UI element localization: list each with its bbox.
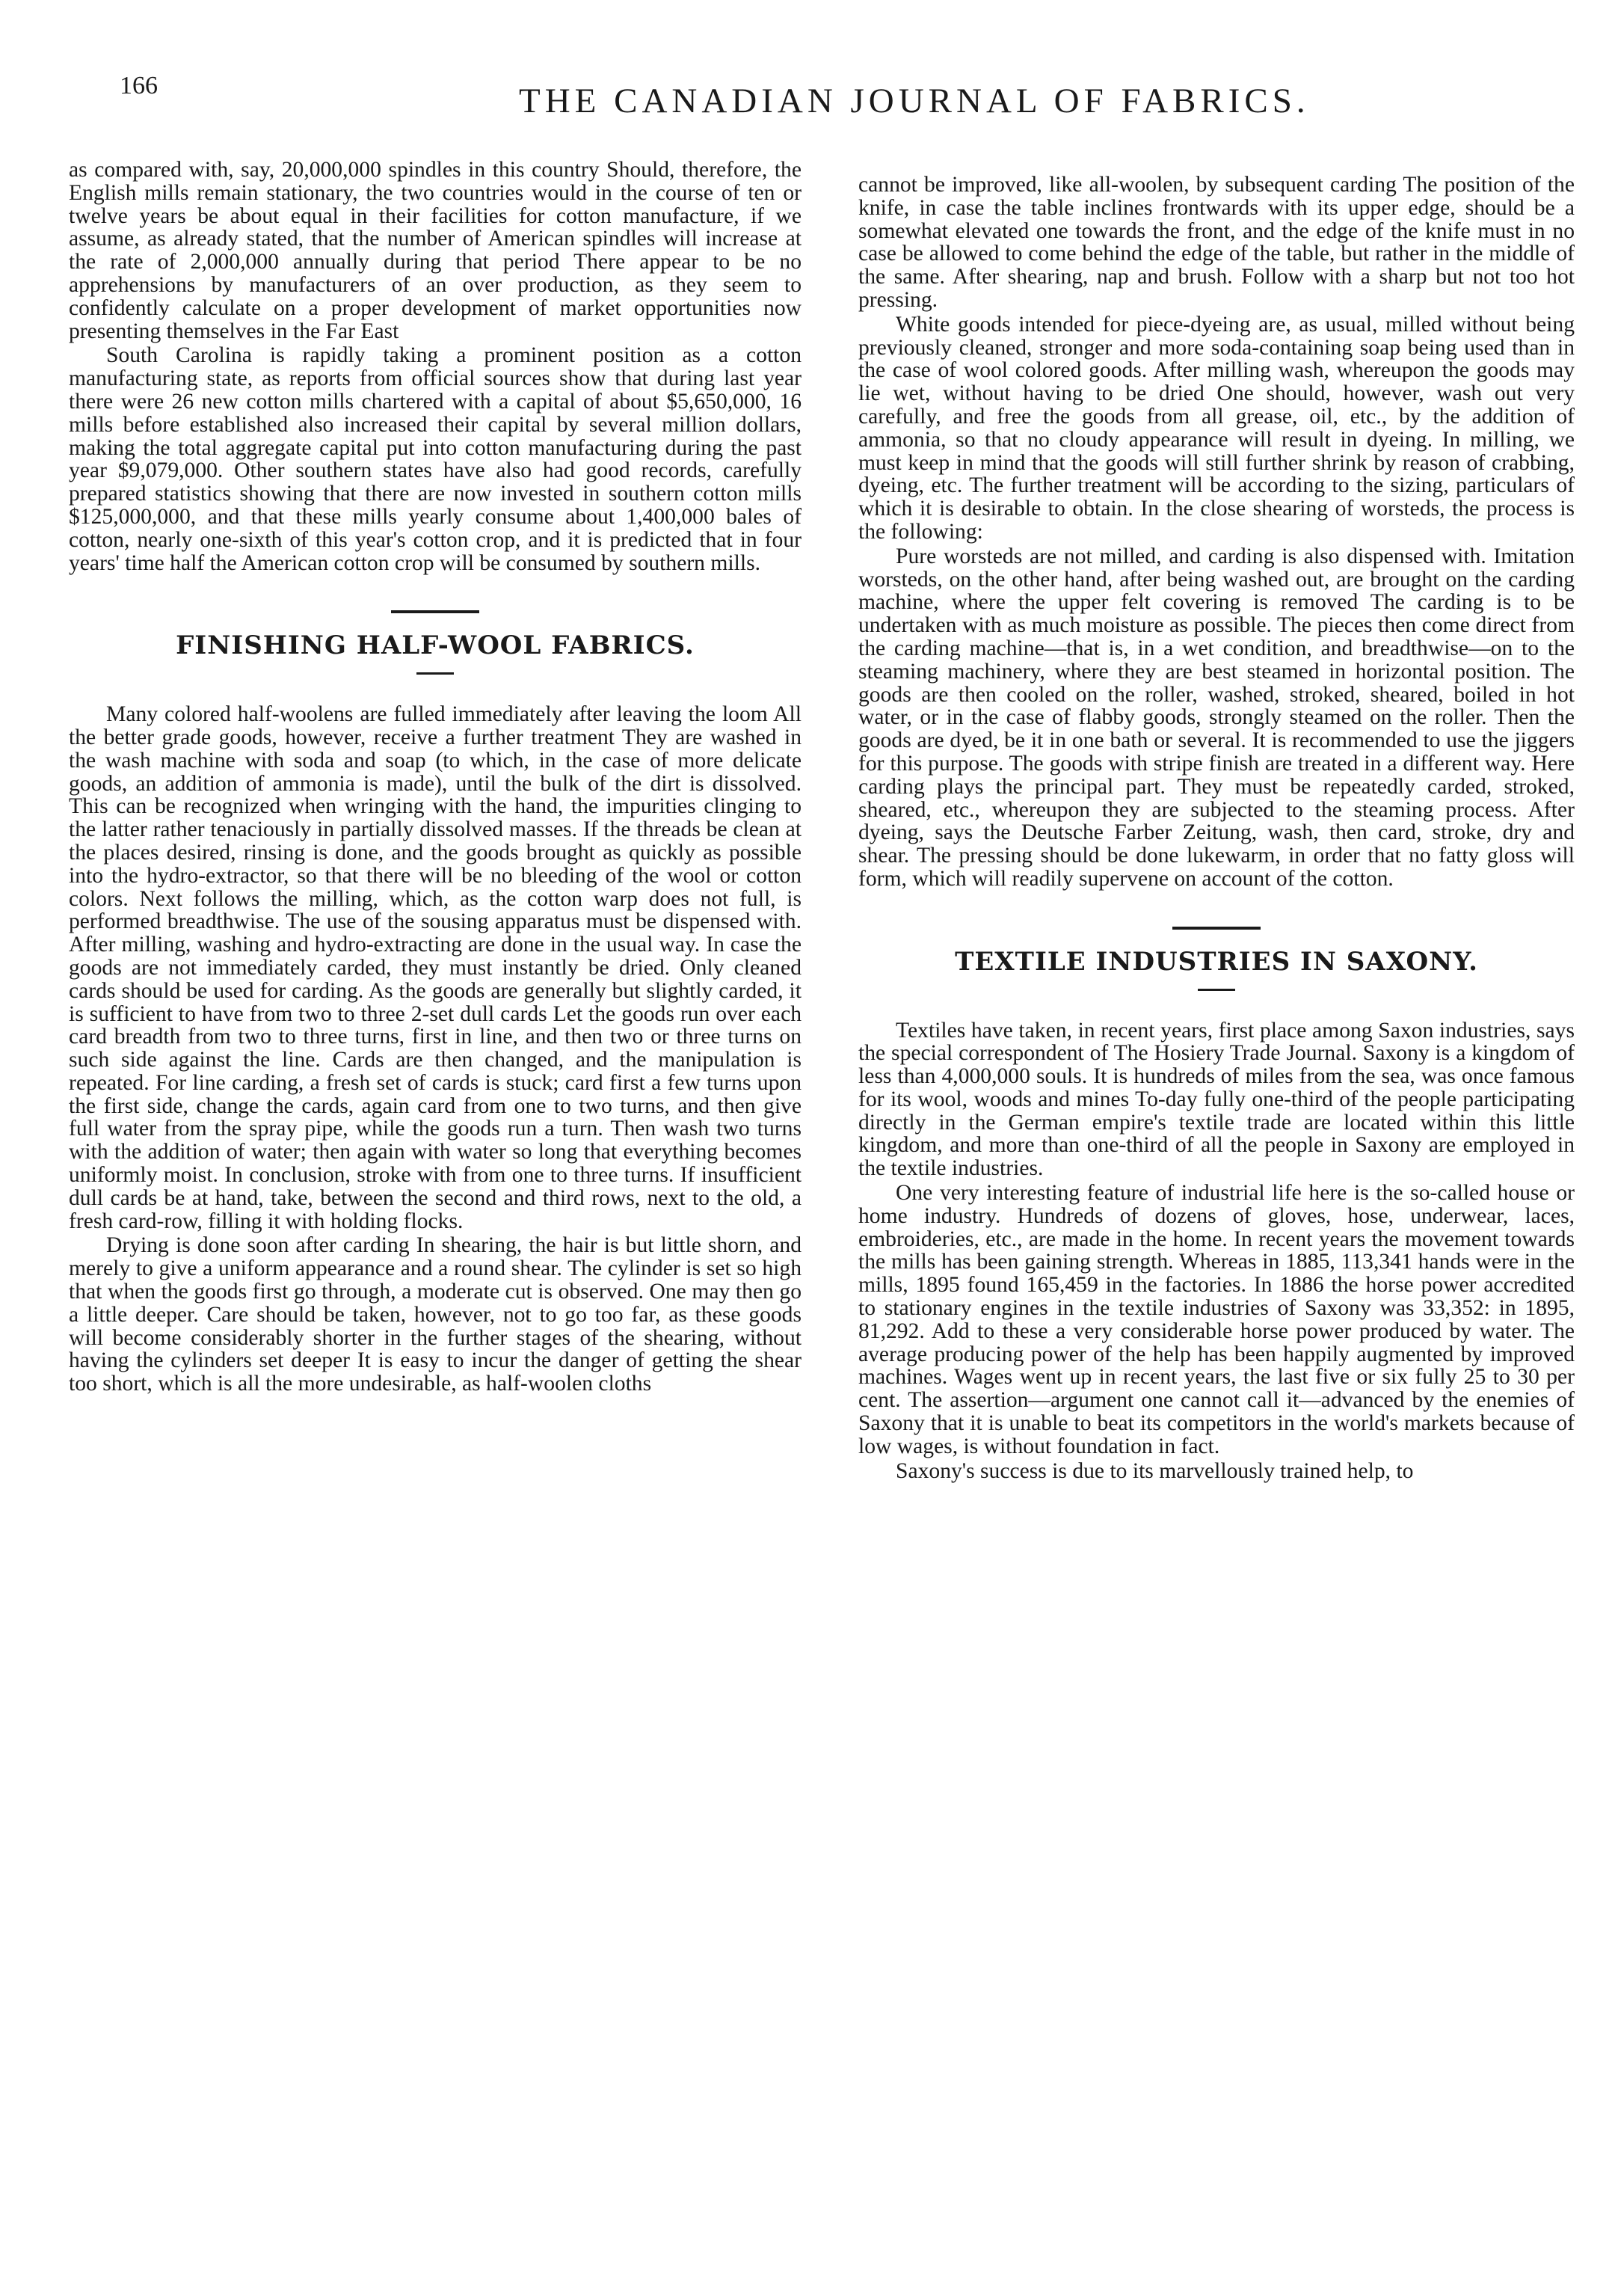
section-heading-block xyxy=(69,610,802,675)
paragraph: One very interesting feature of industrial life here is the so-called house or home industry. Hundreds of dozens of gloves, hose, underwear, laces, embroideries, etc., are made in the home. In recent years the movement towards the mills has been gaining strength. Whereas in 1885, 113,341 hands were in the mills, 1895 found 165,459 in the factories. In 1886 the horse power accredited to stationary engines in the textile industries of Saxony was 33,352: in 1895, 81,292. Add to these a very considerable horse power produced by water. The average producing power of the help has been happily augmented by improved machines. Wages went up in recent years, the last five or six fully 25 to 30 per cent. The assertion—argument one cannot call it—advanced by the enemies of Saxony that it is unable to beat its competitors in the world's markets because of low wages, is without foundation in fact. xyxy=(858,1181,1575,1458)
paragraph: Drying is done soon after carding In shearing, the hair is but little shorn, and merely to give a uniform appearance and a round shear. The cylinder is set so high that when the goods first go through, a moderate cut is observed. One may then go a little deeper. Care should be taken, however, not to go too far, as these goods will become considerably shorter in the further stages of the shearing, without having the cylinders set deeper It is easy to incur the danger of getting the shear too short, which is all the more undesirable, as half-woolen cloths xyxy=(69,1233,802,1396)
running-head: THE CANADIAN JOURNAL OF FABRICS. xyxy=(519,82,1310,120)
section-rule xyxy=(1198,989,1235,991)
left-column xyxy=(69,159,802,1396)
paragraph: Many colored half-woolens are fulled immediately after leaving the loom All the better grade goods, however, receive a further treatment They are washed in the wash machine with soda and soap (to which, in the case of more delicate goods, an addition of ammonia is made), until the bulk of the dirt is dissolved. This can be recognized when wringing with the hand, the impurities clinging to the latter rather tenaciously in partially dissolved masses. If the threads be clean at the places desired, rinsing is done, and the goods brought as quickly as possible into the hydro-extractor, so that there will be no bleeding of the wool or cotton colors. Next follows the milling, which, as the cotton warp does not full, is performed breadthwise. The use of the sousing apparatus must be dispensed with. After milling, washing and hydro-extracting are done in the usual way. In case the goods are not immediately carded, they must instantly be dried. Only cleaned cards should be used for carding. As the goods are generally but slightly carded, it is sufficient to have from two to three 2-set dull cards Let the goods run over each card breadth from two to three turns, first in line, and then two or three turns on such side against the line. Cards are then changed, and the manipulation is repeated. For line carding, a fresh set of cards is stuck; card first a few turns upon the first side, change the cards, again card from one to two turns, and then give full water from the spray pipe, while the goods run a turn. Then wash two turns with the addition of water; then again with water so long that everything becomes uniformly moist. In conclusion, stroke with from one to three turns. If insufficient dull cards be at hand, take, between the second and third rows, next to the old, a fresh card-row, filling it with holding flocks. xyxy=(69,702,802,1233)
paragraph: cannot be improved, like all-woolen, by subsequent carding The position of the knife, in case the table inclines frontwards with its upper edge, should be a somewhat elevated one towards the front, and the edge of the knife must in no case be allowed to come behind the edge of the table, but rather in the middle of the same. After shearing, nap and brush. Follow with a sharp but not too hot pressing. xyxy=(858,173,1575,312)
page-number: 166 xyxy=(120,72,158,99)
section-heading-block xyxy=(858,927,1575,991)
section-heading-finishing-half-wool: FINISHING HALF-WOOL FABRICS. xyxy=(176,630,695,661)
paragraph: as compared with, say, 20,000,000 spindles in this country Should, therefore, the English mills remain stationary, the two countries would in the course of ten or twelve years be about equal in their facilities for cotton manufacture, if we assume, as already stated, that the number of American spindles will increase at the rate of 2,000,000 annually during that period There appear to be no apprehensions by manufacturers of an over production, as they seem to confidently calculate on a proper development of market opportunities now presenting themselves in the Far East xyxy=(69,158,802,343)
paragraph: South Carolina is rapidly taking a prominent position as a cotton manufacturing state, as reports from official sources show that during last year there were 26 new cotton mills chartered with a capital of about $5,650,000, 16 mills before established also increased their capital by several million dollars, making the total aggregate capital put into cotton manufacturing during the past year $9,079,000. Other southern states have also had good records, carefully prepared statistics showing that there are now invested in southern cotton mills $125,000,000, and that these mills yearly consume about 1,400,000 bales of cotton, nearly one-sixth of this year's cotton crop, and it is predicted that in four years' time half the American cotton crop will be consumed by southern mills. xyxy=(69,343,802,575)
section-rule xyxy=(1172,927,1261,930)
section-rule xyxy=(391,610,479,613)
right-column xyxy=(858,174,1575,1482)
section-rule xyxy=(416,672,454,675)
paragraph: Saxony's success is due to its marvellously trained help, to xyxy=(896,1458,1414,1483)
paragraph: Textiles have taken, in recent years, first place among Saxon industries, says the special correspondent of The Hosiery Trade Journal. Saxony is a kingdom of less than 4,000,000 souls. It is hundreds of miles from the sea, was once famous for its wool, woods and mines To-day fully one-third of the people participating directly in the German empire's textile trade are located within this little kingdom, and more than one-third of all the people in Saxony are employed in the textile industries. xyxy=(858,1018,1575,1181)
paragraph: Pure worsteds are not milled, and carding is also dispensed with. Imitation worsteds, on the other hand, after being washed out, are brought on the carding machine, where the upper felt covering is removed The carding is to be undertaken with as much moisture as possible. The pieces then come direct from the carding machine—that is, in a wet condition, and breadthwise—on to the steaming machinery, where they are best steamed in horizontal position. The goods are then cooled on the roller, washed, stroked, sheared, boiled in hot water, or in the case of flabby goods, strongly steamed on the roller. Then the goods are dyed, be it in one bath or several. It is recommended to use the jiggers for this purpose. The goods with stripe finish are treated in a different way. Here carding plays the principal part. They must be repeatedly carded, stroked, sheared, etc., whereupon they are subjected to the steaming process. After dyeing, says the Deutsche Farber Zeitung, wash, then card, stroke, dry and shear. The pressing should be done lukewarm, in order that no fatty gloss will form, which will readily supervene on account of the cotton. xyxy=(858,544,1575,891)
paragraph: White goods intended for piece-dyeing are, as usual, milled without being previously cleaned, stronger and more soda-containing soap being used than in the case of wool colored goods. After milling wash, whereupon the goods may lie wet, without having to be dried One should, however, wash out very carefully, and free the goods from all grease, oil, etc., by the addition of ammonia, so that no cloudy appearance will result in dyeing. In milling, we must keep in mind that the goods will still further shrink by reason of crabbing, dyeing, etc. The further treatment will be according to the sizing, particulars of which it is desirable to obtain. In the close shearing of worsteds, the process is the following: xyxy=(858,312,1575,544)
section-heading-textile-industries-saxony: TEXTILE INDUSTRIES IN SAXONY. xyxy=(955,946,1478,977)
